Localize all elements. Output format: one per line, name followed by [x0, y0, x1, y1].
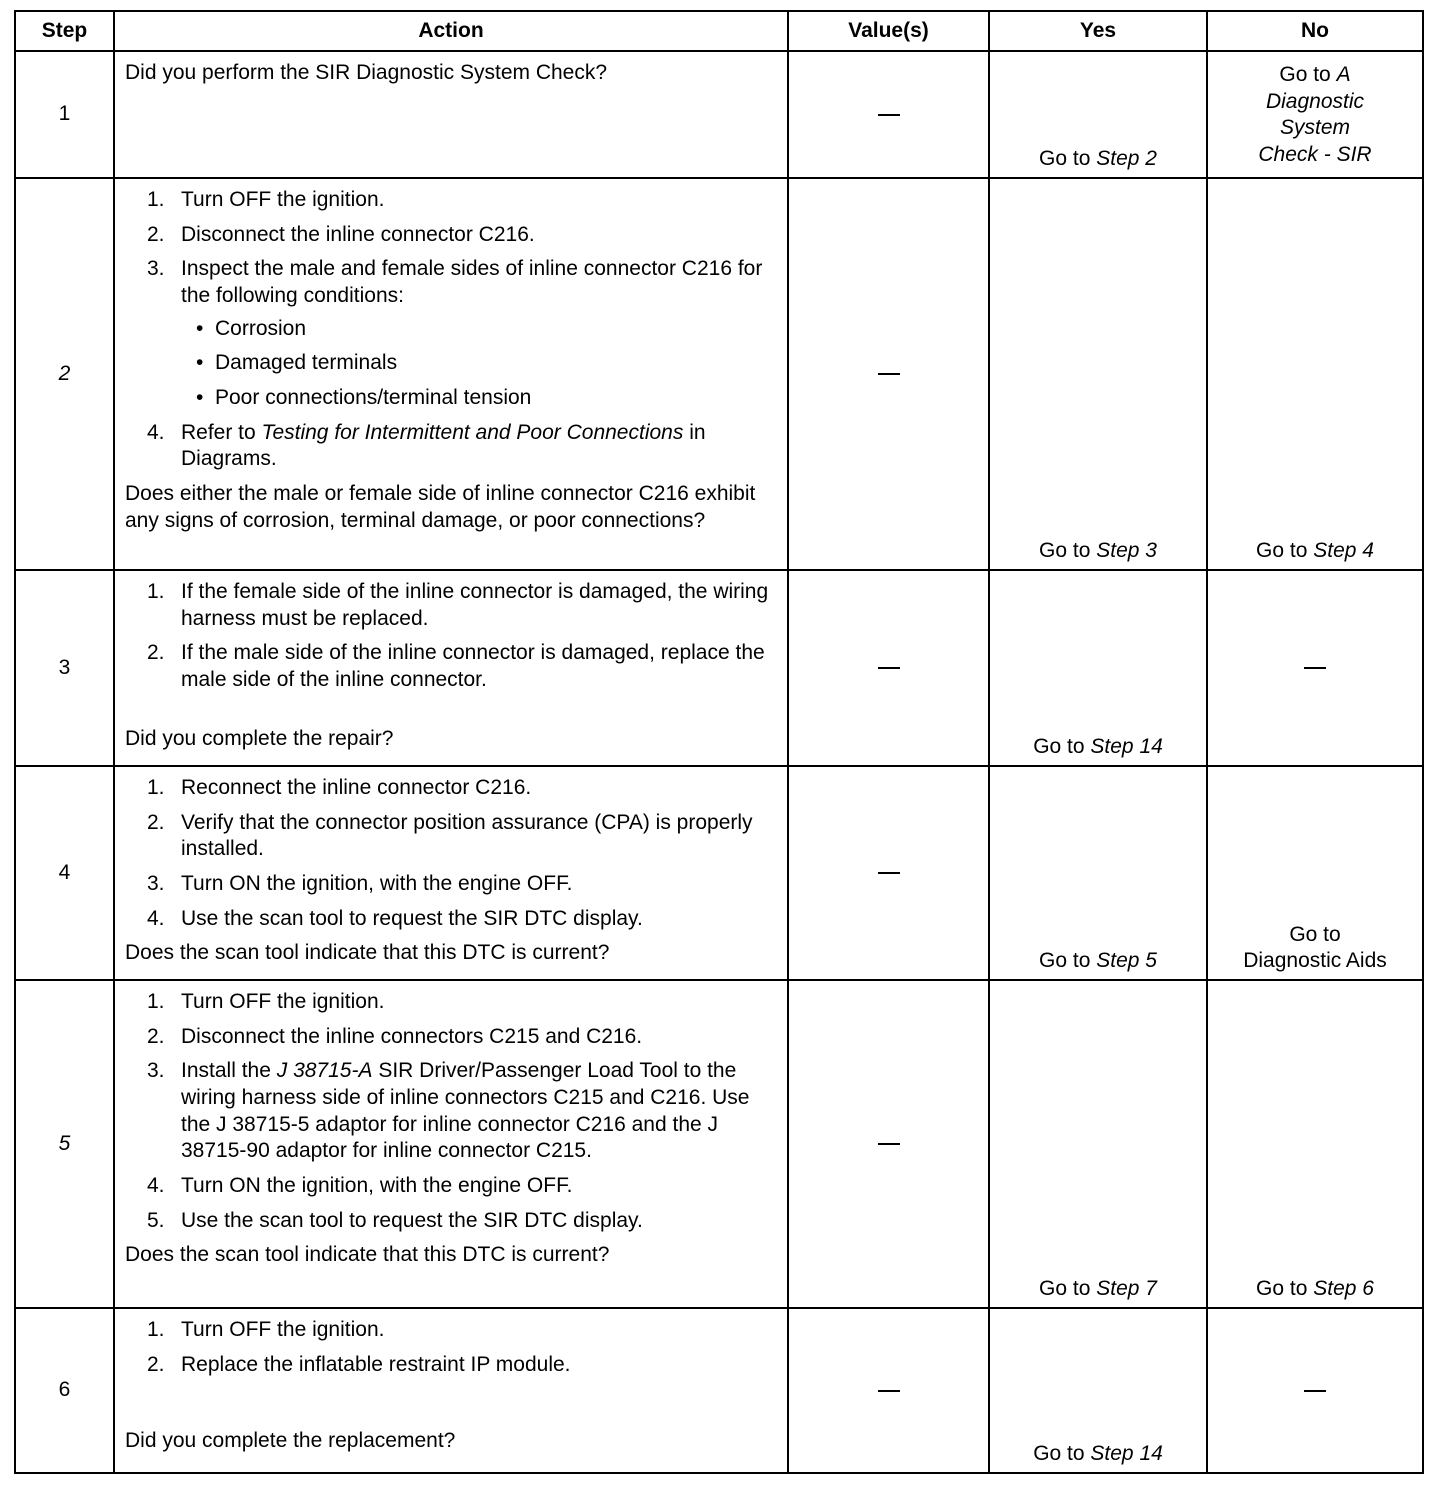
step-number: 3 — [15, 570, 114, 766]
no-cell: Go to Step 6 — [1207, 980, 1423, 1308]
yes-step-link[interactable]: Step 2 — [1096, 147, 1157, 171]
action-item: 2. Replace the inflatable restraint IP module. — [147, 1352, 571, 1376]
action-item: 2. Verify that the connector position assurance (CPA) is properly installed. — [147, 810, 753, 861]
reference-link[interactable]: Testing for Intermittent and Poor Connections — [261, 420, 684, 444]
yes-cell: Go to Step 14 — [989, 570, 1207, 766]
action-cell — [114, 178, 788, 570]
yes-cell: Go to Step 7 — [989, 980, 1207, 1308]
action-item: 2. If the male side of the inline connector is damaged, replace the male side of the inline connector. — [147, 641, 765, 691]
header-action: Action — [114, 11, 788, 51]
question-text: Does the scan tool indicate that this DTC is current? — [125, 941, 610, 965]
step-number: 6 — [15, 1308, 114, 1473]
no-step-link[interactable]: Step 6 — [1313, 1277, 1374, 1301]
value-cell — [788, 570, 989, 766]
no-ref-a[interactable]: A — [1336, 63, 1351, 86]
yes-step-link[interactable]: Step 5 — [1096, 949, 1157, 973]
no-ref-line[interactable]: Diagnostic — [1265, 89, 1365, 113]
no-ref-line[interactable]: System — [1279, 116, 1350, 140]
value-cell — [788, 980, 989, 1308]
action-item: 1. Turn OFF the ignition. — [147, 990, 385, 1013]
header-values: Value(s) — [788, 11, 989, 51]
value-cell — [788, 766, 989, 980]
dash-mark — [878, 1390, 900, 1392]
bullet-item: • Poor connections/terminal tension — [181, 385, 779, 412]
yes-cell — [989, 51, 1207, 178]
yes-cell: Go to Step 5 — [989, 766, 1207, 980]
action-item: 3. Turn ON the ignition, with the engine OFF. — [147, 871, 573, 895]
no-ref-line[interactable]: Check - SIR — [1258, 142, 1372, 166]
step-number: 4 — [15, 766, 114, 980]
action-cell — [114, 570, 788, 766]
step-number: 1 — [15, 51, 114, 178]
go-to-text: Go to — [1289, 922, 1341, 946]
dash-mark — [878, 667, 900, 669]
question-text: Did you complete the replacement? — [125, 1429, 456, 1453]
action-item: 5. Use the scan tool to request the SIR DTC display. — [147, 1208, 643, 1232]
table-row — [15, 178, 1423, 570]
table-row — [15, 570, 1423, 766]
action-item: 3. Inspect the male and female sides of inline connector C216 for the following conditions: • Corrosion • Damaged terminals • Poor connections/terminal tension — [125, 256, 779, 411]
value-cell — [788, 1308, 989, 1473]
bullet-item: • Corrosion — [181, 316, 779, 343]
yes-step-link[interactable]: Step 3 — [1096, 539, 1157, 563]
table-row — [15, 1308, 1423, 1473]
action-item: 4. Use the scan tool to request the SIR DTC display. — [147, 906, 643, 930]
question-text: Does the scan tool indicate that this DTC is current? — [125, 1243, 610, 1267]
yes-cell: Go to Step 14 — [989, 1308, 1207, 1473]
no-cell: Go to Step 4 — [1207, 178, 1423, 570]
header-yes: Yes — [989, 11, 1207, 51]
diagnostic-aids-link[interactable]: Diagnostic Aids — [1243, 949, 1387, 973]
yes-step-link[interactable]: Step 7 — [1096, 1277, 1157, 1301]
header-step: Step — [15, 11, 114, 51]
question-text: Does either the male or female side of inline connector C216 exhibit any signs of corrosion, terminal damage, or poor connections? — [125, 481, 756, 532]
action-item: 1. If the female side of the inline connector is damaged, the wiring harness must be replaced. — [147, 580, 769, 630]
action-item: 1. Reconnect the inline connector C216. — [147, 776, 532, 799]
action-item: 1. Turn OFF the ignition. — [147, 1318, 385, 1341]
dash-mark — [878, 872, 900, 874]
go-to-text: Go to — [1039, 147, 1091, 171]
action-cell — [114, 1308, 788, 1473]
action-cell — [114, 980, 788, 1308]
dash-mark — [878, 114, 900, 116]
table-row — [15, 766, 1423, 980]
no-cell — [1207, 1308, 1423, 1473]
yes-step-link[interactable]: Step 14 — [1090, 1442, 1163, 1466]
value-cell — [788, 51, 989, 178]
table-row — [15, 980, 1423, 1308]
action-cell — [114, 766, 788, 980]
no-cell — [1207, 766, 1423, 980]
action-item: 1. Turn OFF the ignition. — [147, 188, 385, 211]
step-number: 2 — [15, 178, 114, 570]
yes-cell: Go to Step 3 — [989, 178, 1207, 570]
action-item: 4. Turn ON the ignition, with the engine OFF. — [147, 1173, 573, 1197]
no-cell — [1207, 570, 1423, 766]
go-to-text: Go to — [1279, 63, 1331, 86]
step-number: 5 — [15, 980, 114, 1308]
action-cell — [114, 51, 788, 178]
action-item: 2. Disconnect the inline connector C216. — [147, 222, 535, 246]
header-no: No — [1207, 11, 1423, 51]
action-item: 2. Disconnect the inline connectors C215 and C216. — [147, 1024, 643, 1048]
dash-mark — [1304, 667, 1326, 669]
action-item: 3. Install the J 38715-A SIR Driver/Passenger Load Tool to the wiring harness side of inline connectors C215 and C216. Use the J 38715-5 adaptor for inline connector C216 and the J 38715-90 adaptor for inline connector C215. — [147, 1059, 750, 1163]
no-step-link[interactable]: Step 4 — [1313, 539, 1374, 563]
tool-reference: J 38715-A — [276, 1059, 373, 1083]
dash-mark — [1304, 1390, 1326, 1392]
header-row — [15, 11, 1423, 51]
table-row — [15, 51, 1423, 178]
question-text: Did you perform the SIR Diagnostic System Check? — [125, 61, 608, 84]
diagnostic-table — [14, 10, 1424, 1474]
bullet-item: • Damaged terminals — [181, 350, 779, 377]
yes-step-link[interactable]: Step 14 — [1090, 735, 1163, 759]
value-cell — [788, 178, 989, 570]
action-item: 4. Refer to Testing for Intermittent and Poor Connections in Diagrams. — [147, 420, 706, 471]
question-text: Did you complete the repair? — [125, 726, 394, 750]
dash-mark — [878, 1143, 900, 1145]
no-cell — [1207, 51, 1423, 178]
dash-mark — [878, 373, 900, 375]
